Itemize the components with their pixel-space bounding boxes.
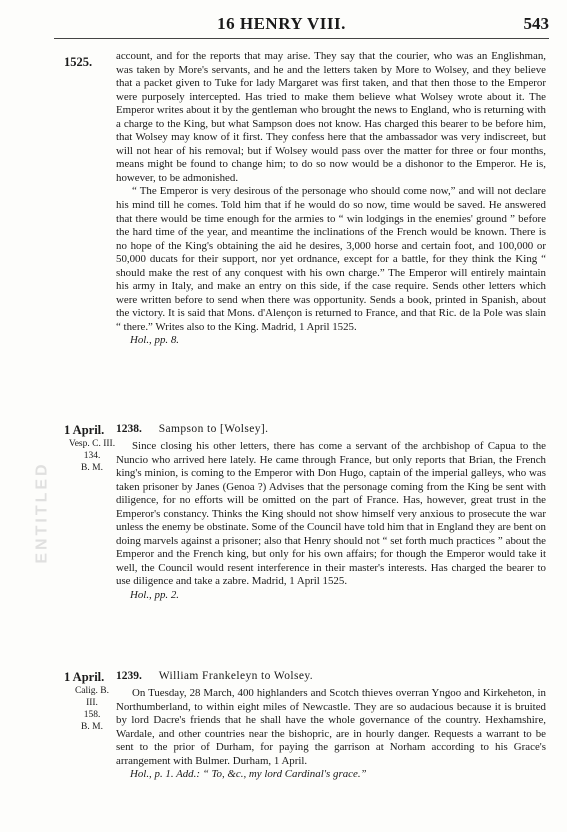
header-rule — [54, 38, 549, 39]
entry-1239-ref-line: B. M. — [81, 722, 103, 732]
entry-1238-heading — [116, 423, 546, 435]
entry-1239-ref-line: Calig. B. III. — [74, 686, 110, 708]
continuation-hol: Hol., pp. 8. — [130, 334, 180, 347]
entry-1238-ref-line: B. M. — [81, 463, 103, 473]
entry-1239-reference — [68, 685, 116, 733]
entry-1239-ref-line: 158. — [83, 710, 101, 720]
entry-1239-text — [116, 687, 546, 782]
entry-1238-text — [116, 440, 546, 603]
continuation-paragraph-1: account, and for the reports that may arise. They say that the courier, who was an Englishman, was taken by More's servants, and he and the letters taken by More to Wolsey, and they believe that a packet given to Tuke for lady Margaret was first taken, and that then those to the Emperor were purposely intercepted. Has tried to make them believe what Wolsey wrote about it. The Emperor writes about it by the gentleman who brought the news to England, who is returning with a charge to the King, but what Sampson does not know. Has charged this bearer to be before him, that Wolsey may know of it first. They confess here that the ambassador was very indiscreet, but will not hear of his removal; but if Wolsey would pass over the matter for three or four months, means might be found to change him; to do so now would be a dishonor to the Emperor. He is, however, to be admonished. — [116, 50, 546, 184]
entry-1239-hol: Hol., p. 1. Add.: “ To, &c., my lord Cardinal's grace.” — [130, 768, 367, 781]
entry-1238-reference — [68, 438, 116, 474]
entry-1238-hol: Hol., pp. 2. — [130, 589, 180, 602]
running-title: 16 HENRY VIII. — [217, 14, 346, 33]
entry-1238-date: 1 April. — [64, 423, 105, 437]
entry-1238-ref-line: 134. — [83, 451, 101, 461]
continuation-text — [116, 50, 546, 348]
page-header — [14, 10, 549, 36]
entry-1238-ref-line: Vesp. C. III. — [68, 439, 116, 449]
entry-1238-body: Since closing his other letters, there has come a servant of the archbishop of Capua to the Nuncio who arrived here lately. He came through France, but only reports that Brian, the French king's minion, is coming to the Emperor with Don Hugo, captain of the imperial galleys, who was taken prisoner by Janes (Genoa ?) Advises that the personage coming from the King be sent with diligence, for no efforts will be omitted on the part of France. Has, however, great trust in the Emperor's constancy. Thinks the King should not show himself very anxious to prosecute the war unless the enemy be obstinate. Some of the Council have told him that in England they are bent on doing marvels against a prisoner; also that Henry should not “ set forth much practices ” about the Emperor and the French king, but only for his own affairs; for though the Emperor would take it well, the Council would resent interference in their master's interests. Has charged the bearer to use diligence and take a zabre. Madrid, 1 April 1525. — [116, 440, 546, 588]
entry-1239-body: On Tuesday, 28 March, 400 highlanders and Scotch thieves overran Yngoo and Kirkeheton, in Northumberland, to within eight miles of Newcastle. They are so audacious because it is bruited by lord Dacre's friends that he shall have the whole governance of the country. Hexhamshire, Wardale, and other countries near the bishopric, are in hourly danger. Requests a warrant to be sent to the prior of Durham, for paying the garrison at Norham according to his Grace's arrangement with Bulmer. Durham, 1 April. — [116, 687, 546, 767]
entry-1239-heading — [116, 670, 546, 682]
margin-year: 1525. — [64, 55, 93, 69]
continuation-paragraph-2: “ The Emperor is very desirous of the personage who should come now,” and will not declare his mind till he comes. Told him that if he would do so now, time would be saved. He answered that there would be time enough for the armies to “ win lodgings in the enemies' ground ” before the hard time of the year, and meantime the inclinations of the French would be known. There is no hope of the King's obtaining the aid he desires, 3,000 horse and certain foot, and 100,000 or 50,000 ducats for their support, nor yet ordnance, except for a battle, for they think the King “ should make the rest of any conquest with his own charge.” The Emperor will entirely maintain his army in Italy, and make an entry on this side, if the case require. Sends other letters which were written before to send when there was opportunity. Sends a book, printed in Spanish, about the victory. It is said that Mons. d'Alençon is returned to France, and that Ric. de la Pole was slain “ there.” Writes also to the King. Madrid, 1 April 1525. — [116, 185, 546, 333]
entry-1239-title: William Frankeleyn to Wolsey. — [158, 670, 314, 682]
entry-1238-number: 1238. — [116, 423, 142, 435]
page-number: 543 — [523, 14, 549, 33]
entry-1239-date: 1 April. — [64, 670, 105, 684]
watermark-stamp: ENTITLED — [33, 461, 50, 564]
entry-1239-number: 1239. — [116, 670, 142, 682]
entry-1238-title: Sampson to [Wolsey]. — [158, 423, 269, 435]
